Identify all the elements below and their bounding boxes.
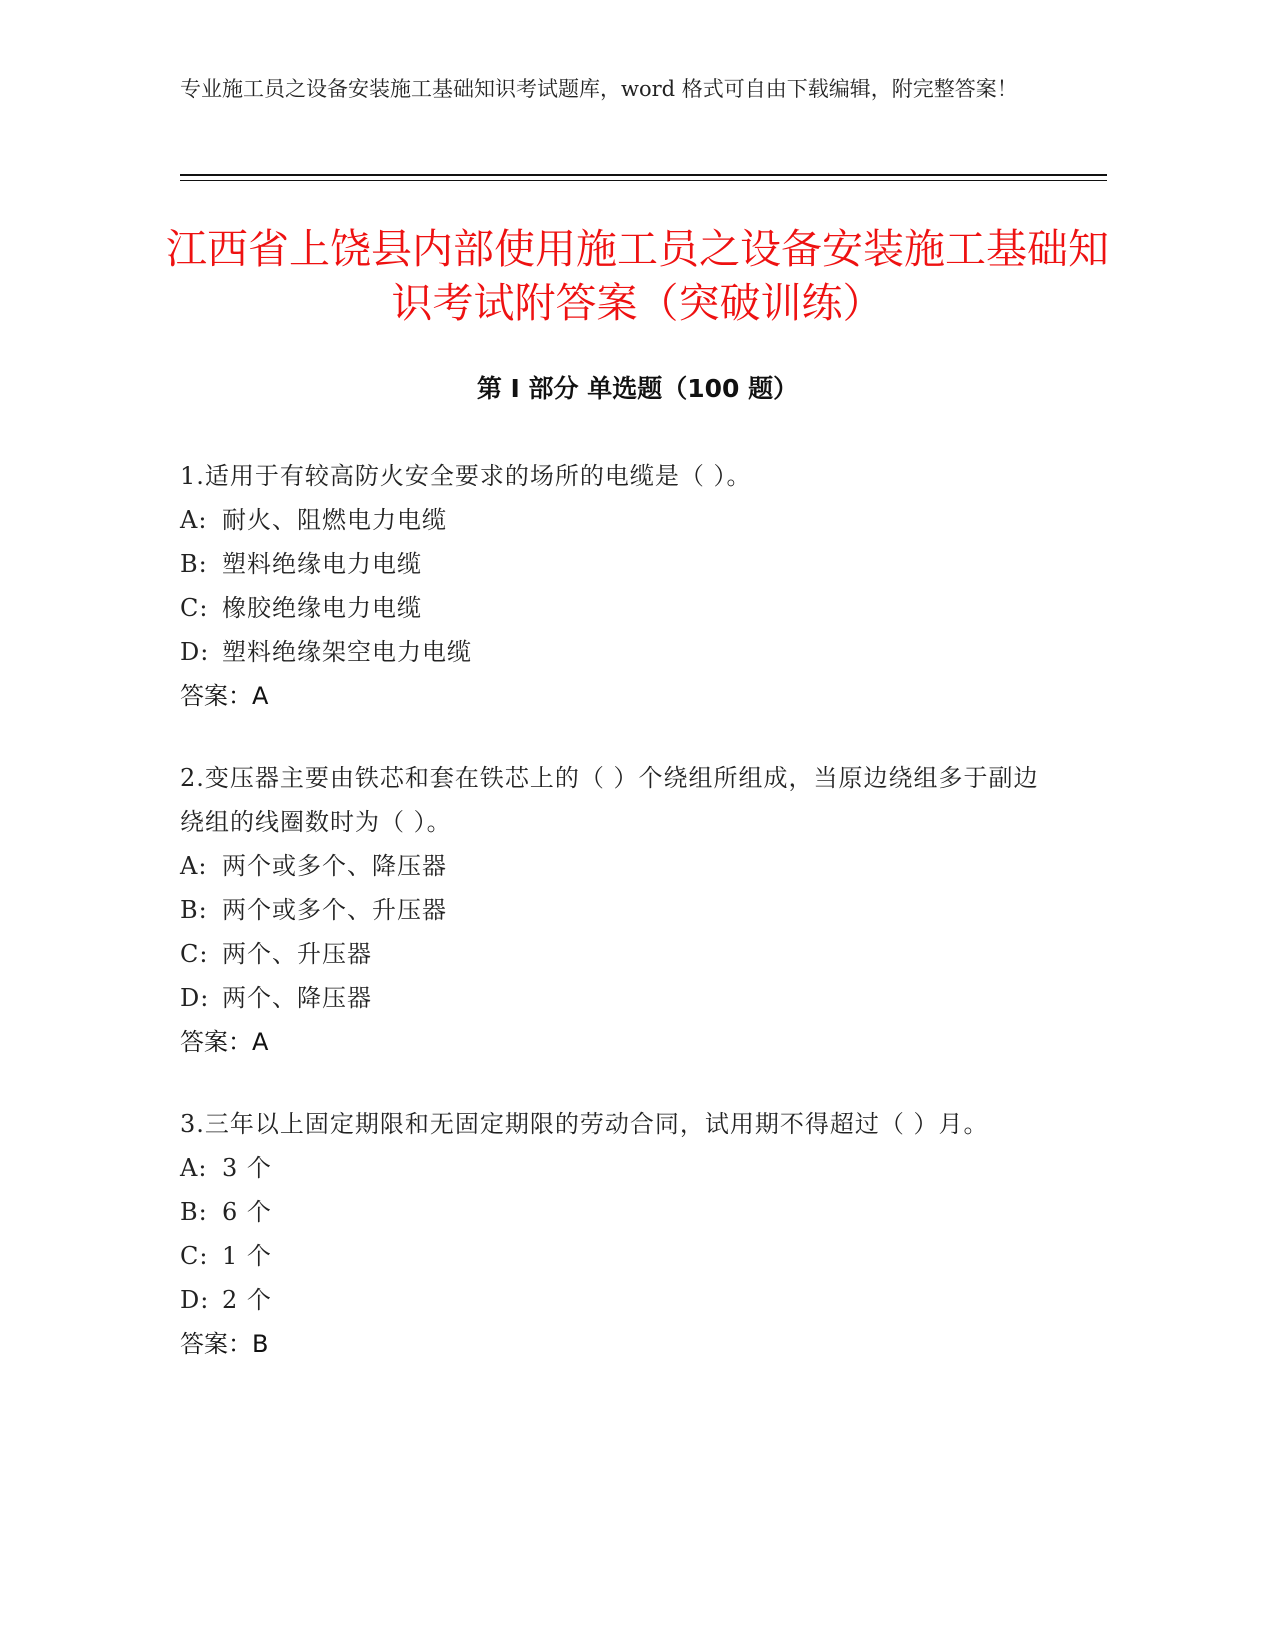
section-heading: 第 I 部分 单选题（100 题）: [476, 374, 799, 403]
option-text: 两个或多个、降压器: [222, 852, 447, 880]
option-c: [180, 586, 1060, 630]
answer-line: 答案：B: [180, 1330, 269, 1358]
option-key: A:: [180, 1154, 208, 1182]
option-text: 塑料绝缘架空电力电缆: [222, 638, 472, 666]
option-key: D:: [180, 984, 210, 1012]
option-text: 两个、降压器: [222, 984, 372, 1012]
header-divider-thick: [180, 174, 1107, 176]
option-text: 两个或多个、升压器: [222, 896, 447, 924]
question-stem: 2.变压器主要由铁芯和套在铁芯上的（ ）个绕组所组成，当原边绕组多于副边绕组的线圈数时为（ ）。: [180, 764, 1039, 836]
option-text: 塑料绝缘电力电缆: [222, 550, 422, 578]
option-text: 3 个: [222, 1154, 272, 1182]
option-key: D:: [180, 1286, 210, 1314]
option-text: 两个、升压器: [222, 940, 372, 968]
option-d: [180, 1278, 1060, 1322]
option-key: C:: [180, 594, 209, 622]
option-text: 2 个: [222, 1286, 272, 1314]
option-d: [180, 630, 1060, 674]
question-stem: 3.三年以上固定期限和无固定期限的劳动合同，试用期不得超过（ ）月。: [180, 1110, 989, 1138]
answer-line: 答案：A: [180, 682, 269, 710]
question-3: [180, 1102, 1060, 1366]
option-text: 6 个: [222, 1198, 272, 1226]
option-key: C:: [180, 940, 209, 968]
option-d: [180, 976, 1060, 1020]
question-stem: 1.适用于有较高防火安全要求的场所的电缆是（ ）。: [180, 462, 752, 490]
question-list: [180, 454, 1060, 1404]
option-a: [180, 498, 1060, 542]
option-b: [180, 1190, 1060, 1234]
option-key: B:: [180, 550, 208, 578]
option-key: A:: [180, 506, 208, 534]
option-key: B:: [180, 1198, 208, 1226]
option-text: 1 个: [222, 1242, 272, 1270]
header-note: 专业施工员之设备安装施工基础知识考试题库，word 格式可自由下载编辑，附完整答案！: [180, 77, 1018, 101]
option-key: D:: [180, 638, 210, 666]
option-text: 橡胶绝缘电力电缆: [222, 594, 422, 622]
document-title: 江西省上饶县内部使用施工员之设备安装施工基础知识考试附答案（突破训练）: [166, 225, 1109, 327]
header-divider-thin: [180, 180, 1107, 181]
option-a: [180, 844, 1060, 888]
option-key: C:: [180, 1242, 209, 1270]
question-2: [180, 756, 1060, 1064]
option-text: 耐火、阻燃电力电缆: [222, 506, 447, 534]
option-a: [180, 1146, 1060, 1190]
answer-line: 答案：A: [180, 1028, 269, 1056]
option-c: [180, 1234, 1060, 1278]
option-key: A:: [180, 852, 208, 880]
option-b: [180, 888, 1060, 932]
option-key: B:: [180, 896, 208, 924]
option-b: [180, 542, 1060, 586]
question-1: [180, 454, 1060, 718]
option-c: [180, 932, 1060, 976]
